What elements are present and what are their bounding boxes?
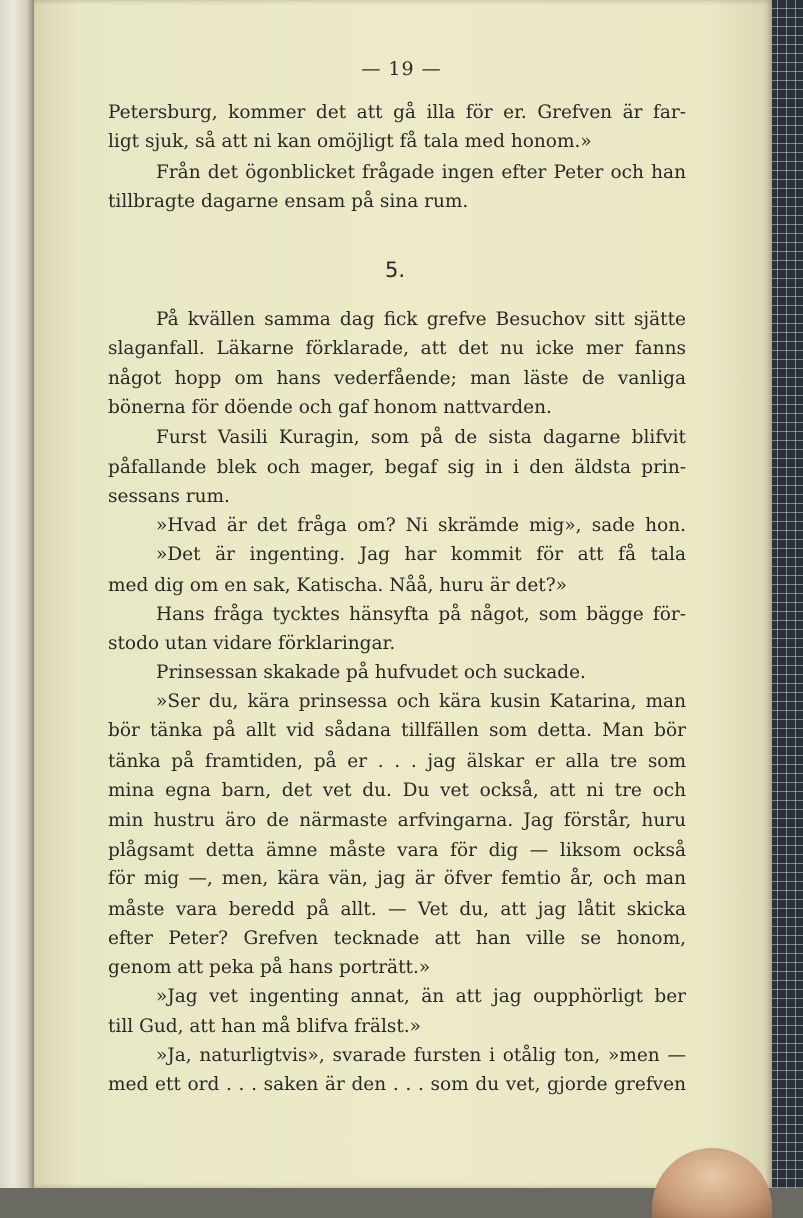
- text-line: sessans rum.: [108, 486, 230, 507]
- text-line: »Ja, naturligtvis», svarade fursten i otålig ton, »men —: [156, 1045, 686, 1066]
- text-line: Från det ögonblicket frågade ingen efter Peter och han: [156, 162, 686, 183]
- text-line: »Ser du, kära prinsessa och kära kusin Katarina, man: [156, 691, 686, 712]
- text-line: stodo utan vidare förklaringar.: [108, 633, 396, 654]
- text-line: Petersburg, kommer det att gå illa för er. Grefven är far-: [108, 102, 686, 123]
- text-line: tillbragte dagarne ensam på sina rum.: [108, 191, 469, 212]
- text-line: På kvällen samma dag fick grefve Besuchov sitt sjätte: [156, 309, 686, 330]
- text-line: min hustru äro de närmaste arfvingarna. Jag förstår, huru: [108, 810, 686, 831]
- text-line: Furst Vasili Kuragin, som på de sista dagarne blifvit: [156, 427, 686, 448]
- text-line: plågsamt detta ämne måste vara för dig — liksom också: [108, 840, 686, 861]
- text-line: måste vara beredd på allt. — Vet du, att jag låtit skicka: [108, 899, 686, 920]
- text-line: något hopp om hans vederfående; man läste de vanliga: [108, 368, 686, 389]
- book-left-edge: [0, 0, 34, 1188]
- chapter-heading: 5.: [384, 258, 406, 282]
- book-cover-binding: [768, 0, 803, 1188]
- text-line: till Gud, att han må blifva frälst.»: [108, 1016, 421, 1037]
- text-line: Hans fråga tycktes hänsyfta på något, som bägge för-: [156, 604, 686, 625]
- text-line: genom att peka på hans porträtt.»: [108, 957, 431, 978]
- page-number: — 19 —: [361, 58, 442, 80]
- text-line: Prinsessan skakade på hufvudet och suckade.: [156, 662, 586, 683]
- text-line: bör tänka på allt vid sådana tillfällen som detta. Man bör: [108, 720, 686, 741]
- text-line: tänka på framtiden, på er . . . jag älskar er alla tre som: [108, 751, 686, 772]
- text-line: påfallande blek och mager, begaf sig in i den äldsta prin-: [108, 457, 686, 478]
- text-line: med dig om en sak, Katischa. Nåå, huru är det?»: [108, 575, 567, 596]
- text-line: »Hvad är det fråga om? Ni skrämde mig», sade hon.: [156, 515, 686, 536]
- text-line: för mig —, men, kära vän, jag är öfver femtio år, och man: [108, 868, 686, 889]
- text-line: bönerna för döende och gaf honom nattvarden.: [108, 397, 552, 418]
- text-line: »Det är ingenting. Jag har kommit för att få tala: [156, 544, 686, 565]
- text-line: mina egna barn, det vet du. Du vet också, att ni tre och: [108, 780, 686, 801]
- text-line: slaganfall. Läkarne förklarade, att det nu icke mer fanns: [108, 338, 686, 359]
- text-line: med ett ord . . . saken är den . . . som du vet, gjorde grefven: [108, 1074, 686, 1095]
- text-line: ligt sjuk, så att ni kan omöjligt få tala med honom.»: [108, 131, 592, 152]
- text-line: »Jag vet ingenting annat, än att jag oupphörligt ber: [156, 986, 686, 1007]
- text-line: efter Peter? Grefven tecknade att han ville se honom,: [108, 928, 686, 949]
